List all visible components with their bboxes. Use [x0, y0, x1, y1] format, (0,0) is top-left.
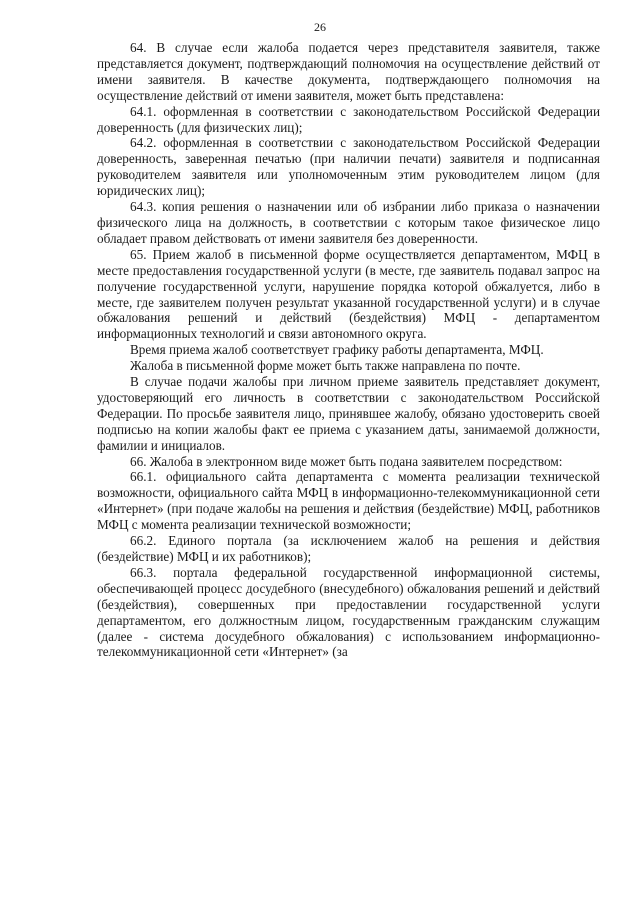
paragraph-64-2: 64.2. оформленная в соответствии с законодательством Российской Федерации доверенность, заверенная печатью (при наличии печати) заявителя и подписанная руководителем заявителя или уполномоченным этим руководителем лицом (для юридических лиц); [97, 135, 600, 199]
paragraph-65: 65. Прием жалоб в письменной форме осуществляется департаментом, МФЦ в месте предоставления государственной услуги (в месте, где заявитель подавал запрос на получение государственной услуги, нарушение порядка которой обжалуется, либо в месте, где заявителем получен результат указанной государственной услуги) и в случае обжалования решений и действий (бездействия) МФЦ - департаментом информационных технологий и связи автономного округа. [97, 246, 600, 342]
document-body [97, 40, 600, 660]
paragraph-66-1: 66.1. официального сайта департамента с момента реализации технической возможности, официального сайта МФЦ в информационно-телекоммуникационной сети «Интернет» (при подаче жалобы на решения и действия (бездействие) МФЦ, работников МФЦ с момента реализации технической возможности; [97, 469, 600, 533]
paragraph-64-1: 64.1. оформленная в соответствии с законодательством Российской Федерации доверенность (для физических лиц); [97, 103, 600, 135]
paragraph-postal: Жалоба в письменной форме может быть также направлена по почте. [130, 358, 521, 374]
paragraph-66-2: 66.2. Единого портала (за исключением жалоб на решения и действия (бездействие) МФЦ и их работников); [97, 533, 600, 564]
paragraph-66: 66. Жалоба в электронном виде может быть подана заявителем посредством: [130, 453, 563, 469]
paragraph-64-3: 64.3. копия решения о назначении или об избрании либо приказа о назначении физического лица на должность, в соответствии с которым такое физическое лицо обладает правом действовать от имени заявителя без доверенности. [97, 199, 600, 246]
page-number: 26 [314, 20, 326, 34]
paragraph-reception-time: Время приема жалоб соответствует графику работы департамента, МФЦ. [130, 342, 544, 358]
paragraph-66-3: 66.3. портала федеральной государственной информационной системы, обеспечивающей процесс досудебного (внесудебного) обжалования решений и действий (бездействия), совершенных при предоставлении государственной услуги департаментом, его должностным лицом, государственным гражданским служащим (далее - система досудебного обжалования) с использованием информационно-телекоммуникационной сети «Интернет» (за [97, 564, 600, 660]
paragraph-personal-reception: В случае подачи жалобы при личном приеме заявитель представляет документ, удостоверяющий его личность в соответствии с законодательством Российской Федерации. По просьбе заявителя лицо, принявшее жалобу, обязано удостоверить своей подписью на копии жалобы факт ее приема с указанием даты, занимаемой должности, фамилии и инициалов. [97, 374, 600, 453]
paragraph-64: 64. В случае если жалоба подается через представителя заявителя, также представляется документ, подтверждающий полномочия на осуществление действий от имени заявителя. В качестве документа, подтверждающего полномочия на осуществление действий от имени заявителя, может быть представлена: [97, 40, 600, 103]
